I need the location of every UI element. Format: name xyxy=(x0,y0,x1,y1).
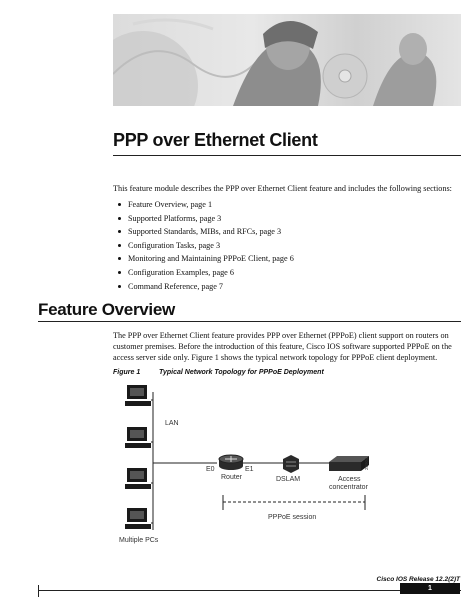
header-banner-image xyxy=(113,14,461,106)
pc-icon xyxy=(125,385,151,406)
section-heading: Feature Overview xyxy=(38,300,175,319)
network-topology-diagram xyxy=(113,380,373,550)
title-divider xyxy=(113,155,461,156)
dslam-label: DSLAM xyxy=(276,476,301,483)
document-title: PPP over Ethernet Client xyxy=(113,130,318,150)
intro-paragraph: This feature module describes the PPP over Ethernet Client feature and includes the following sections: xyxy=(113,184,452,193)
lan-label: LAN xyxy=(165,420,179,427)
router-label: Router xyxy=(221,474,243,481)
access-concentrator-icon xyxy=(329,456,369,471)
access-label-line1: Access xyxy=(338,476,361,483)
footer-left-tick xyxy=(38,585,39,597)
section-divider xyxy=(38,321,461,322)
footer-release: Cisco IOS Release 12.2(2)T xyxy=(376,576,460,583)
pc-icon xyxy=(125,468,151,489)
pc-icon xyxy=(125,508,151,529)
section-list-item[interactable]: Configuration Examples, page 6 xyxy=(118,266,294,280)
page-number: 1 xyxy=(400,583,460,594)
multiple-pcs-label: Multiple PCs xyxy=(119,537,159,544)
figure-caption xyxy=(113,369,324,376)
footer-divider xyxy=(38,590,461,591)
access-label-line2: concentrator xyxy=(329,484,368,491)
pppoe-session-label: PPPoE session xyxy=(268,514,317,521)
router-icon xyxy=(219,455,243,470)
section-list-item[interactable]: Supported Platforms, page 3 xyxy=(118,212,294,226)
pc-icon xyxy=(125,427,151,448)
banner-artwork xyxy=(113,14,461,106)
section-list-item[interactable]: Configuration Tasks, page 3 xyxy=(118,239,294,253)
section-body-paragraph: The PPP over Ethernet Client feature provides PPP over Ethernet (PPPoE) client support on routers on customer premises. Before the introduction of this feature, Cisco IOS software supported PPPoE on the access server side only. Figure 1 shows the typical network topology for PPPoE client deployment. xyxy=(113,331,452,362)
section-list-item[interactable]: Command Reference, page 7 xyxy=(118,280,294,294)
e0-label: E0 xyxy=(206,466,215,473)
figure-number: Figure 1 xyxy=(113,369,141,376)
section-list xyxy=(118,198,294,293)
figure-title: Typical Network Topology for PPPoE Deployment xyxy=(159,369,324,376)
section-list-item[interactable]: Supported Standards, MIBs, and RFCs, page 3 xyxy=(118,225,294,239)
figure-id: 28904 xyxy=(364,457,369,470)
e1-label: E1 xyxy=(245,466,254,473)
section-list-item[interactable]: Monitoring and Maintaining PPPoE Client, page 6 xyxy=(118,252,294,266)
section-list-item[interactable]: Feature Overview, page 1 xyxy=(118,198,294,212)
dslam-icon xyxy=(283,455,299,473)
